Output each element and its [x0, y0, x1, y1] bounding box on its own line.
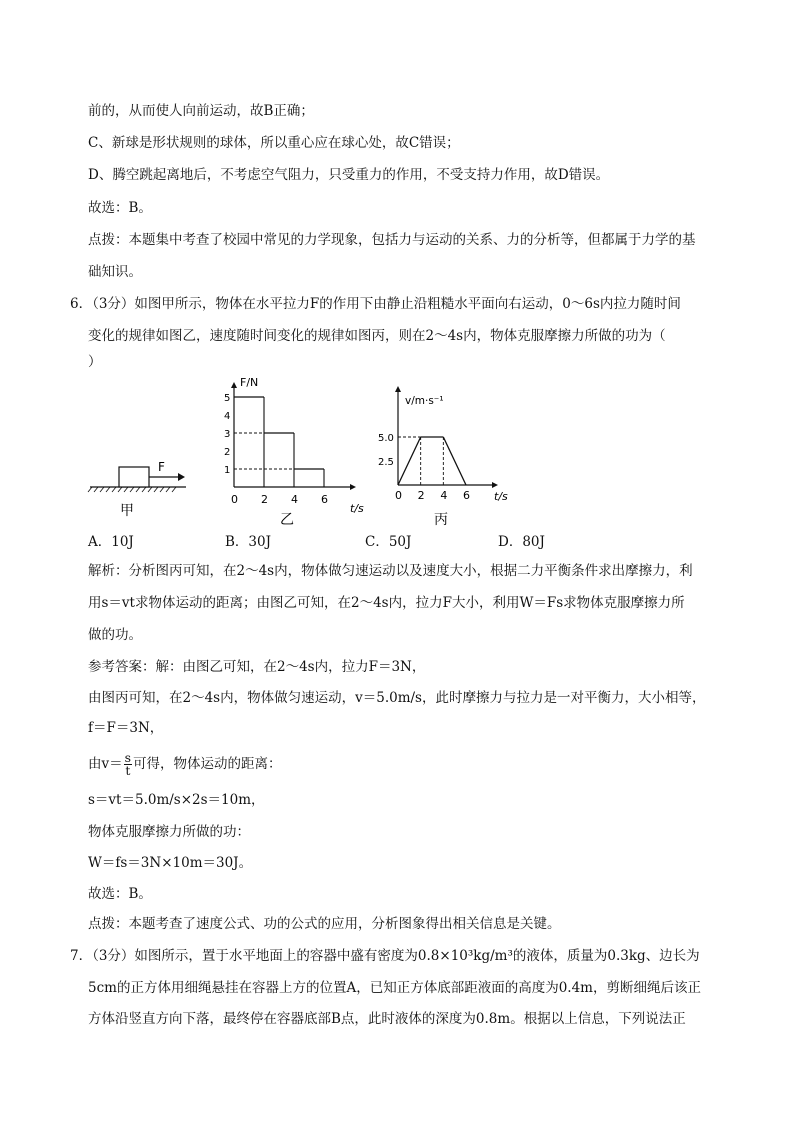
q7-stem-1: 7．（3分）如图所示，置于水平地面上的容器中盛有密度为0.8×10³kg/m³的液体，质量为0.3kg、边长为: [70, 948, 700, 964]
x-tick-label: 2: [417, 489, 425, 502]
answer-4-prefix: 由v＝: [88, 756, 123, 772]
y-axis-label: v/m·s⁻¹: [405, 395, 444, 407]
x-tick-label: 6: [463, 489, 470, 502]
y-tick-label: 5: [224, 393, 231, 404]
q6-answer-5: s＝vt＝5.0m/s×2s＝10m，: [88, 792, 265, 808]
y-tick-label: 5.0: [378, 433, 394, 444]
x-axis-arrow: [350, 484, 356, 490]
y-tick-label: 1: [224, 465, 231, 476]
block: [119, 467, 149, 487]
q6-stem-3: ）: [88, 354, 102, 370]
q6-answer-1: 参考答案：解：由图乙可知，在2～4s内，拉力F＝3N，: [88, 659, 426, 675]
chart-bing: [374, 382, 524, 528]
option-a[interactable]: A．10J: [88, 534, 134, 550]
q6-stem-1: 6．（3分）如图甲所示，物体在水平拉力F的作用下由静止沿粗糙水平面向右运动，0～6s内拉力随时间: [70, 296, 681, 312]
q6-analysis-1: 解析：分析图丙可知，在2～4s内，物体做匀速运动以及速度大小，根据二力平衡条件求出摩擦力，利: [88, 563, 693, 579]
x-axis-arrow: [492, 482, 498, 488]
y-tick-label: 4: [224, 411, 231, 422]
option-b[interactable]: B．30J: [225, 534, 272, 550]
chart-caption: 乙: [280, 512, 294, 528]
q6-answer-2: 由图丙可知，在2～4s内，物体做匀速运动，v＝5.0m/s，此时摩擦力与拉力是一对平衡力，大小相等，: [88, 690, 706, 706]
x-tick-label: 0: [395, 489, 402, 502]
caption-jia: 甲: [120, 503, 134, 519]
q5-line-1: 前的，从而使人向前运动，故B正确；: [88, 103, 314, 119]
x-tick-label: 6: [321, 493, 328, 506]
x-tick-label: 4: [291, 493, 298, 506]
answer-4-suffix: 可得，物体运动的距离：: [133, 756, 282, 772]
fraction-s-over-t: [124, 752, 132, 777]
y-tick-label: 2.5: [378, 457, 394, 468]
q6-answer-6: 物体克服摩擦力所做的功：: [88, 824, 250, 840]
y-tick-label: 2: [224, 447, 231, 458]
q7-stem-3: 方体沿竖直方向下落，最终停在容器底部B点，此时液体的深度为0.8m。根据以上信息，下列说法正: [88, 1011, 686, 1027]
x-tick-label: 2: [261, 493, 268, 506]
q5-line-6: 础知识。: [88, 264, 142, 280]
y-axis-label: F/N: [240, 376, 259, 389]
fraction-denominator: t: [125, 763, 131, 778]
q5-line-2: C、新球是形状规则的球体，所以重心应在球心处，故C错误；: [88, 135, 460, 151]
option-d[interactable]: D．80J: [498, 534, 545, 550]
figure-jia: [86, 455, 196, 527]
q6-answer-7: W＝fs＝3N×10m＝30J。: [88, 855, 253, 871]
x-axis-label: t/s: [494, 490, 508, 503]
chart-caption: 丙: [434, 512, 448, 528]
q6-answer-8: 故选：B。: [88, 886, 152, 902]
force-arrowhead: [178, 473, 185, 481]
q6-answer-9: 点拨：本题考查了速度公式、功的公式的应用，分析图象得出相关信息是关键。: [88, 916, 561, 932]
force-label: F: [158, 460, 165, 474]
x-axis-label: t/s: [350, 502, 364, 515]
fraction-numerator: s: [124, 750, 132, 765]
q5-line-3: D、腾空跳起离地后，不考虑空气阻力，只受重力的作用，不受支持力作用，故D错误。: [88, 167, 610, 183]
x-tick-label: 4: [440, 489, 448, 502]
q6-analysis-3: 做的功。: [88, 627, 142, 643]
q6-stem-2: 变化的规律如图乙，速度随时间变化的规律如图丙，则在2～4s内，物体克服摩擦力所做的功为（: [88, 328, 666, 344]
option-c[interactable]: C．50J: [365, 534, 412, 550]
y-tick-label: 3: [224, 429, 231, 440]
q6-analysis-2: 用s＝vt求物体运动的距离；由图乙可知，在2～4s内，拉力F大小，利用W＝Fs求物体克服摩擦力所: [88, 595, 685, 611]
q5-line-4: 故选：B。: [88, 200, 152, 216]
q5-line-5: 点拨：本题集中考查了校园中常见的力学现象，包括力与运动的关系、力的分析等，但都属于力学的基: [88, 232, 696, 248]
x-tick-label: 0: [231, 493, 238, 506]
y-axis-arrow: [231, 382, 237, 388]
y-axis-arrow: [395, 386, 401, 392]
q6-answer-3: f＝F＝3N，: [88, 720, 164, 736]
q7-stem-2: 5cm的正方体用细绳悬挂在容器上方的位置A，已知正方体底部距液面的高度为0.4m，剪断细绳后该正: [88, 980, 701, 996]
velocity-segment-3: [443, 437, 466, 485]
q6-answer-4: [88, 752, 282, 777]
chart-yi: [212, 376, 372, 528]
velocity-segment-1: [398, 437, 421, 485]
